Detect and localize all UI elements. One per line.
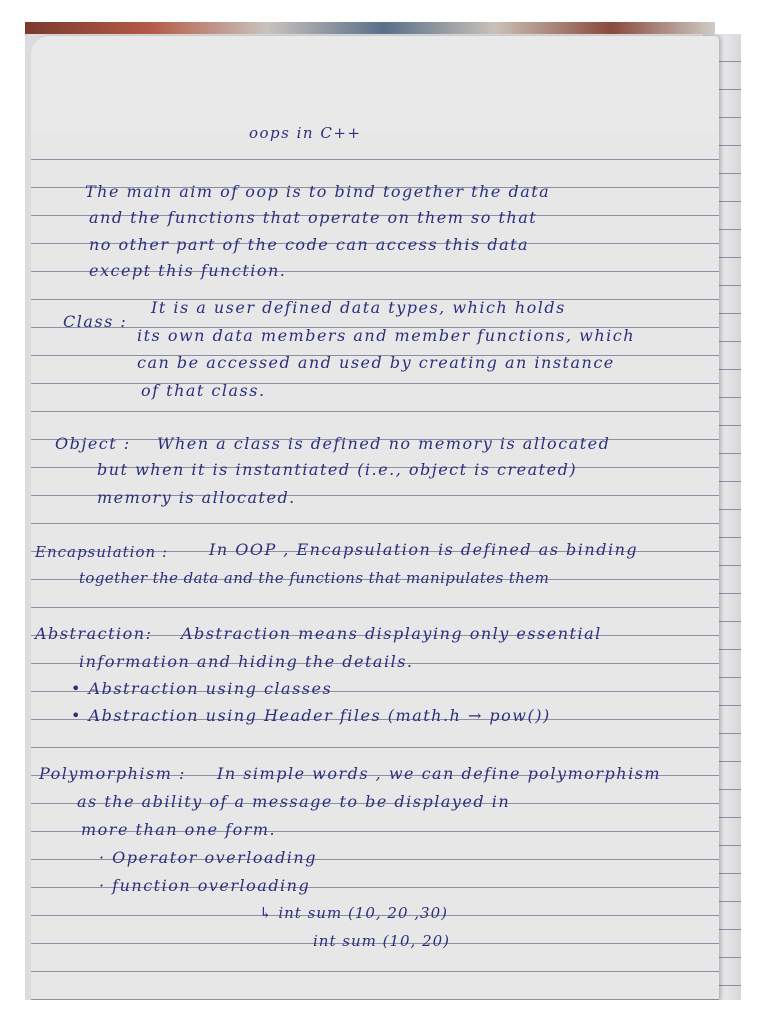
class-line: of that class.: [141, 381, 266, 400]
intro-line: and the functions that operate on them so that: [89, 208, 538, 227]
class-line: It is a user defined data types, which holds: [151, 298, 566, 317]
polymorphism-example: ↳ int sum (10, 20 ,30): [259, 904, 448, 922]
intro-line: except this function.: [89, 261, 287, 280]
polymorphism-bullet: · function overloading: [99, 876, 311, 895]
class-line: can be accessed and used by creating an instance: [137, 353, 615, 372]
notebook-page: [31, 36, 719, 1000]
object-line: memory is allocated.: [97, 488, 296, 507]
abstraction-heading: Abstraction:: [35, 624, 153, 643]
abstraction-line: information and hiding the details.: [79, 652, 414, 671]
intro-line: The main aim of oop is to bind together the data: [85, 182, 551, 201]
object-line: but when it is instantiated (i.e., object is created): [97, 460, 578, 479]
abstraction-bullet: • Abstraction using classes: [71, 679, 333, 698]
polymorphism-bullet: · Operator overloading: [99, 848, 317, 867]
encapsulation-line: In OOP , Encapsulation is defined as binding: [209, 540, 639, 559]
intro-line: no other part of the code can access this data: [89, 235, 530, 254]
abstraction-line: Abstraction means displaying only essential: [181, 624, 602, 643]
polymorphism-example: int sum (10, 20): [313, 932, 451, 950]
encapsulation-heading: Encapsulation :: [35, 543, 168, 561]
object-line: When a class is defined no memory is allocated: [157, 434, 611, 453]
polymorphism-heading: Polymorphism :: [39, 764, 186, 783]
class-line: its own data members and member functions, which: [137, 326, 636, 345]
polymorphism-line: more than one form.: [81, 820, 277, 839]
abstraction-bullet: • Abstraction using Header files (math.h → pow()): [71, 706, 551, 725]
page-title: oops in C++: [249, 124, 362, 142]
page-header-blank: [31, 36, 719, 132]
notebook: [25, 34, 741, 1000]
class-heading: Class :: [63, 312, 128, 331]
polymorphism-line: as the ability of a message to be displayed in: [77, 792, 511, 811]
polymorphism-line: In simple words , we can define polymorphism: [217, 764, 662, 783]
object-heading: Object :: [55, 434, 131, 453]
encapsulation-line: together the data and the functions that manipulates them: [79, 569, 550, 587]
